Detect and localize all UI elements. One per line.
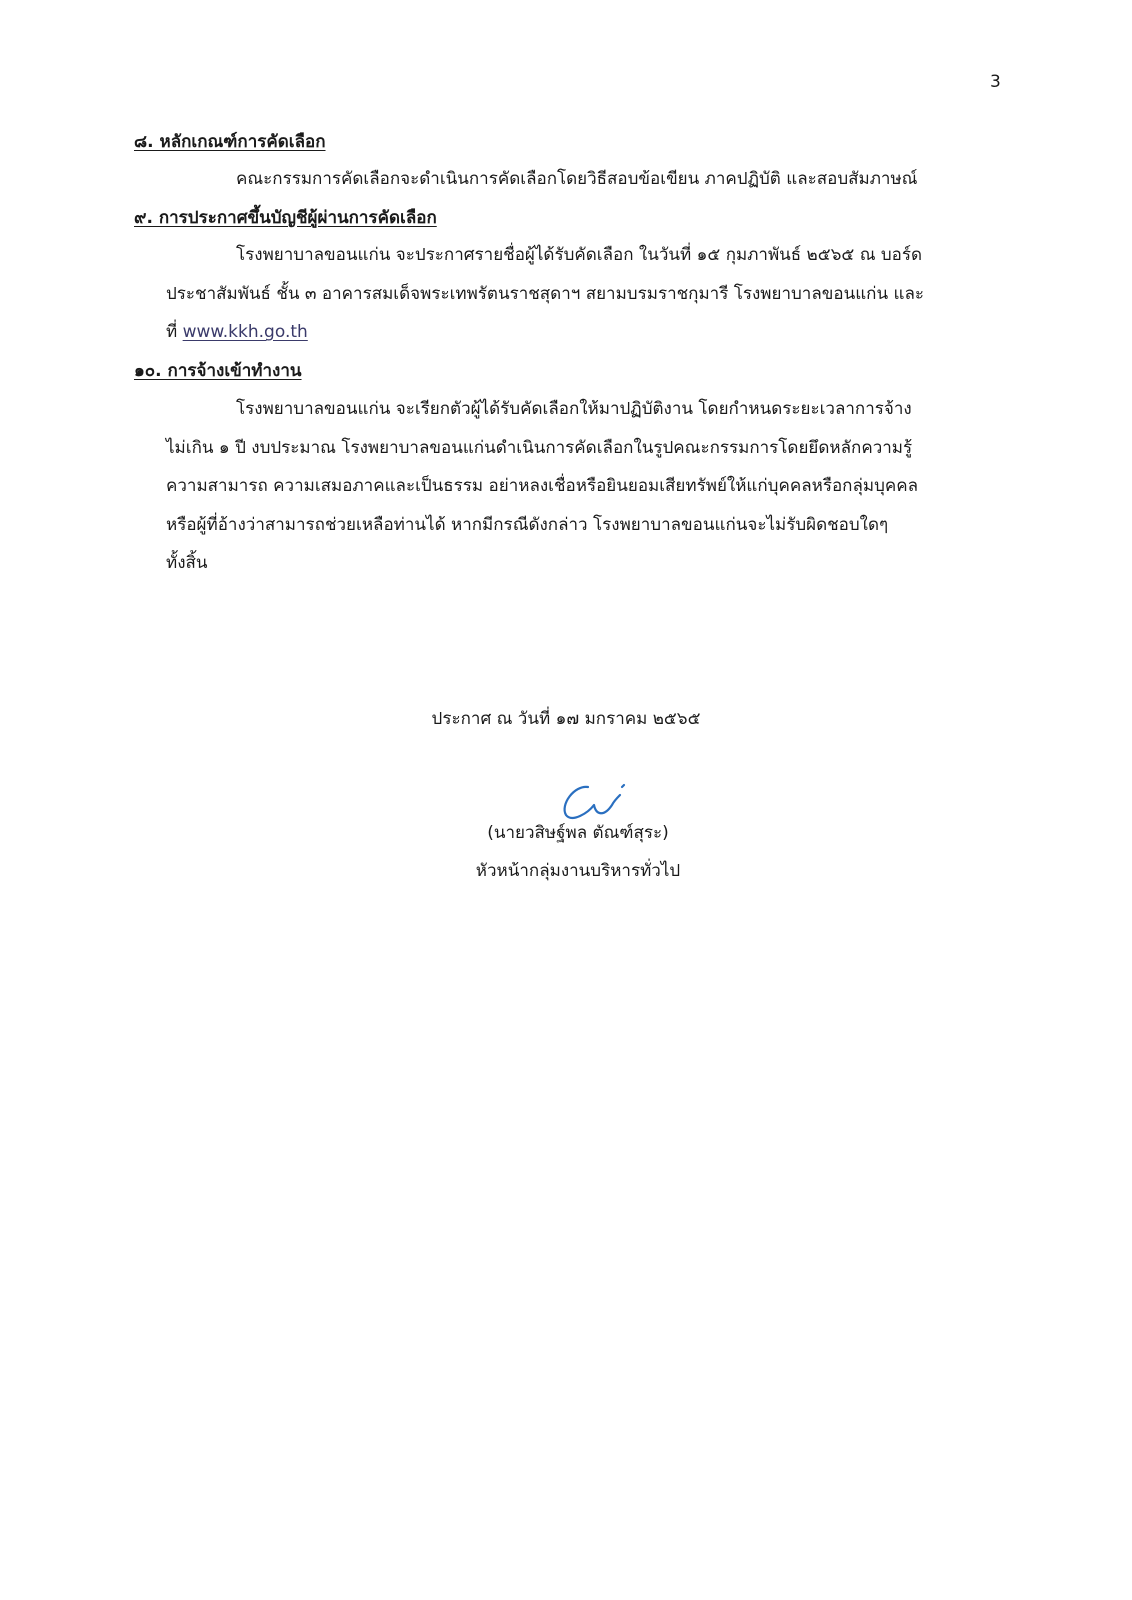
section-9-heading: ๙. การประกาศขึ้นบัญชีผู้ผ่านการคัดเลือก: [134, 208, 437, 228]
section-9-line3-prefix: ที่: [166, 322, 183, 342]
section-10-text-line1: โรงพยาบาลขอนแก่น จะเรียกตัวผู้ได้รับคัดเลือกให้มาปฏิบัติงาน โดยกำหนดระยะเวลาการจ้าง: [236, 399, 912, 419]
section-8-text: คณะกรรมการคัดเลือกจะดำเนินการคัดเลือกโดยวิธีสอบข้อเขียน ภาคปฏิบัติ และสอบสัมภาษณ์: [236, 169, 918, 189]
section-9-text-line1: โรงพยาบาลขอนแก่น จะประกาศรายชื่อผู้ได้รับคัดเลือก ในวันที่ ๑๕ กุมภาพันธ์ ๒๕๖๕ ณ บอร์ด: [236, 245, 923, 265]
website-link[interactable]: www.kkh.go.th: [182, 322, 308, 342]
section-10-text-line4: หรือผู้ที่อ้างว่าสามารถช่วยเหลือท่านได้ หากมีกรณีดังกล่าว โรงพยาบาลขอนแก่นจะไม่รับผิดชอบใดๆ: [166, 515, 889, 535]
signer-name: (นายวสิษฐ์พล ตัณฑ์สุระ): [487, 823, 669, 843]
section-8-heading: ๘. หลักเกณฑ์การคัดเลือก: [134, 132, 326, 152]
page-number: 3: [990, 72, 1001, 92]
section-10-heading: ๑๐. การจ้างเข้าทำงาน: [134, 361, 302, 381]
section-9-text-line3: [166, 320, 308, 344]
announcement-date: ประกาศ ณ วันที่ ๑๗ มกราคม ๒๕๖๕: [431, 709, 701, 729]
section-10-text-line3: ความสามารถ ความเสมอภาคและเป็นธรรม อย่าหลงเชื่อหรือยินยอมเสียทรัพย์ให้แก่บุคคลหรือกลุ่มบุคคล: [166, 476, 919, 496]
section-10-text-line5: ทั้งสิ้น: [166, 553, 208, 573]
section-10-text-line2: ไม่เกิน ๑ ปี งบประมาณ โรงพยาบาลขอนแก่นดำเนินการคัดเลือกในรูปคณะกรรมการโดยยึดหลักความรู้: [166, 438, 913, 458]
section-9-text-line2: ประชาสัมพันธ์ ชั้น ๓ อาคารสมเด็จพระเทพรัตนราชสุดาฯ สยามบรมราชกุมารี โรงพยาบาลขอนแก่น และ: [166, 284, 924, 304]
signer-title: หัวหน้ากลุ่มงานบริหารทั่วไป: [475, 861, 681, 881]
signature-icon: [560, 775, 640, 825]
